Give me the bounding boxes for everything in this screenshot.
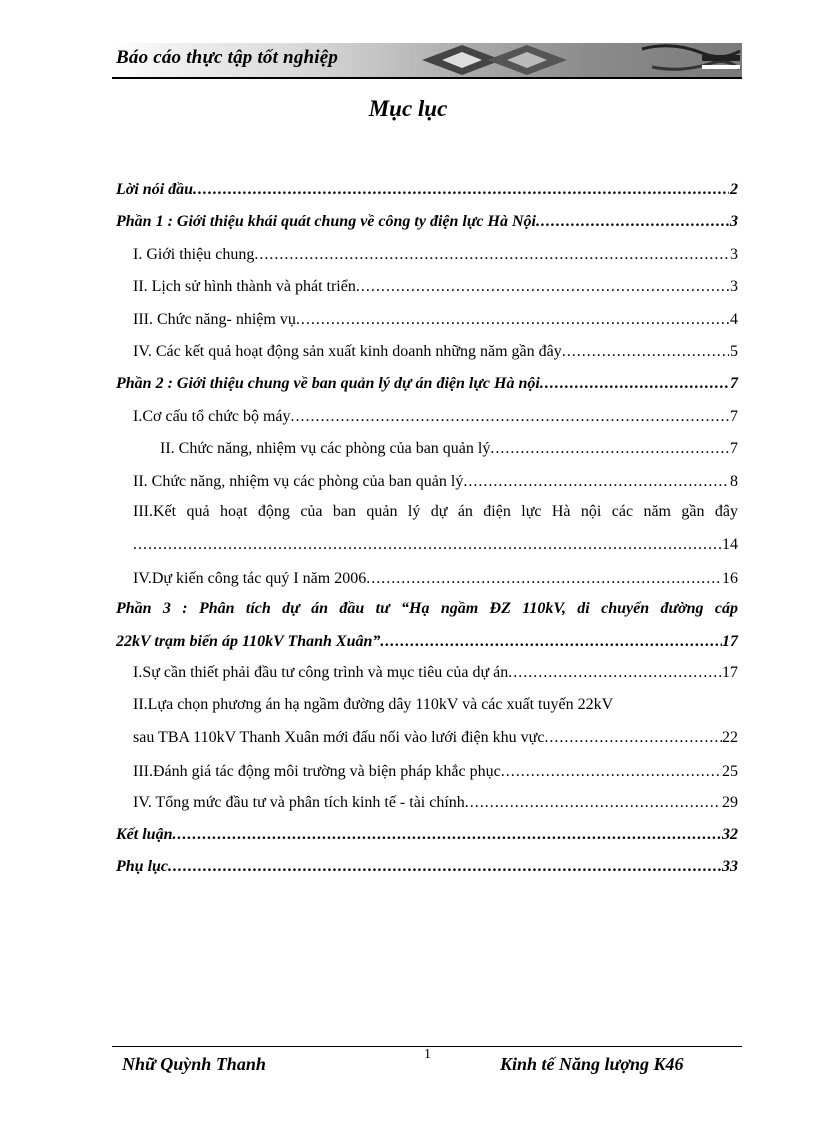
- header-title: Báo cáo thực tập tốt nghiệp: [116, 47, 339, 68]
- toc-leader: [133, 531, 722, 559]
- toc-entry-part-3[interactable]: [116, 595, 738, 656]
- toc-entry-3-2[interactable]: [133, 691, 738, 752]
- toc-page-number: 25: [722, 763, 738, 780]
- toc-entry-3-4[interactable]: [133, 789, 738, 817]
- toc-page-number: 8: [730, 473, 738, 490]
- toc-leader: [536, 208, 729, 236]
- toc-entry-label: I.Sự cần thiết phải đầu tư công trình và mục tiêu của dự án: [133, 664, 509, 681]
- toc-entry-label: IV.Dự kiến công tác quý I năm 2006: [133, 570, 367, 587]
- toc-page-number: 17: [722, 633, 738, 650]
- toc-leader: [463, 468, 729, 496]
- toc-leader: [291, 403, 729, 431]
- toc-entry-label: Kết luận: [116, 826, 173, 843]
- toc-entry-label: Lời nói đầu: [116, 181, 194, 198]
- toc-entry-label: II. Chức năng, nhiệm vụ các phòng của ban quản lý: [133, 473, 464, 490]
- toc-entry-1-1[interactable]: [133, 241, 738, 269]
- toc-page-number: 2: [730, 181, 738, 198]
- toc-entry-label: III.Đánh giá tác động môi trường và biện pháp khắc phục: [133, 763, 501, 780]
- toc-leader: [366, 565, 721, 593]
- toc-entry-label-cont: 22kV trạm biến áp 110kV Thanh Xuân”: [116, 633, 381, 650]
- toc-entry-label: III. Chức năng- nhiệm vụ: [133, 311, 296, 328]
- toc-entry-label: II. Lịch sử hình thành và phát triển: [133, 278, 356, 295]
- toc-leader: [508, 659, 721, 687]
- toc-leader: [540, 370, 729, 398]
- footer-department: Kinh tế Năng lượng K46: [500, 1054, 684, 1074]
- toc-entry-part-2[interactable]: [116, 370, 738, 398]
- toc-page-number: 7: [730, 440, 738, 457]
- toc-leader: [254, 241, 729, 269]
- toc-page-number: 3: [730, 246, 738, 263]
- toc-page-number: 7: [730, 408, 738, 425]
- toc-page-number: 5: [730, 343, 738, 360]
- toc-entry-2-1-sub[interactable]: [160, 435, 738, 463]
- toc-leader: [296, 306, 729, 334]
- toc-page-number: 32: [722, 826, 738, 843]
- toc-entry-appendix[interactable]: [116, 853, 738, 881]
- toc-page-number: 3: [730, 213, 738, 230]
- toc-entry-label: IV. Các kết quả hoạt động sản xuất kinh doanh những năm gần đây: [133, 343, 562, 360]
- toc-leader: [562, 338, 729, 366]
- toc-entry-label: IV. Tổng mức đầu tư và phân tích kinh tế - tài chính: [133, 794, 465, 811]
- toc-page-number: 14: [722, 536, 738, 553]
- toc-page-number: 16: [722, 570, 738, 587]
- toc-entry-label: Phụ lục: [116, 858, 169, 875]
- toc-leader: [501, 758, 721, 786]
- toc-page-number: 22: [722, 729, 738, 746]
- toc-entry-3-3[interactable]: [133, 758, 738, 786]
- toc-entry-label: II. Chức năng, nhiệm vụ các phòng của ban quản lý: [160, 440, 491, 457]
- toc-leader: [490, 435, 729, 463]
- footer-page-number: 1: [424, 1047, 431, 1062]
- toc-entry-2-3[interactable]: [133, 498, 738, 559]
- document-title: Mục lục: [368, 96, 448, 121]
- footer-author: Nhữ Quỳnh Thanh: [122, 1054, 266, 1074]
- toc-entry-preface[interactable]: [116, 176, 738, 204]
- toc-page-number: 33: [722, 858, 738, 875]
- toc-entry-label: II.Lựa chọn phương án hạ ngầm đường dây 110kV và các xuất tuyến 22kV: [133, 696, 614, 713]
- toc-entry-label: I.Cơ cấu tổ chức bộ máy: [133, 408, 291, 425]
- toc-entry-label: I. Giới thiệu chung: [133, 246, 255, 263]
- toc-entry-3-1[interactable]: [133, 659, 738, 687]
- toc-leader: [193, 176, 729, 204]
- toc-entry-1-2[interactable]: [133, 273, 738, 301]
- toc-entry-2-4[interactable]: [133, 565, 738, 593]
- header-banner: [112, 43, 742, 79]
- toc-page-number: 29: [722, 794, 738, 811]
- toc-page-number: 7: [730, 375, 738, 392]
- toc-entry-label: Phần 3 : Phân tích dự án đầu tư “Hạ ngầm ĐZ 110kV, di chuyển đường cáp: [116, 600, 738, 617]
- toc-entry-2-2[interactable]: [133, 468, 738, 496]
- toc-leader: [465, 789, 721, 817]
- toc-entry-1-3[interactable]: [133, 306, 738, 334]
- toc-entry-1-4[interactable]: [133, 338, 738, 366]
- toc-entry-part-1[interactable]: [116, 208, 738, 236]
- toc-entry-conclusion[interactable]: [116, 821, 738, 849]
- toc-leader: [172, 821, 721, 849]
- toc-entry-label-cont: sau TBA 110kV Thanh Xuân mới đấu nối vào lưới điện khu vực: [133, 729, 545, 746]
- toc-entry-label: Phần 2 : Giới thiệu chung về ban quản lý dự án điện lực Hà nội: [116, 375, 540, 392]
- toc-page-number: 4: [730, 311, 738, 328]
- toc-page-number: 17: [722, 664, 738, 681]
- toc-leader: [544, 724, 722, 752]
- toc-entry-label: III.Kết quả hoạt động của ban quản lý dự án điện lực Hà nội các năm gần đây: [133, 503, 738, 520]
- toc-page-number: 3: [730, 278, 738, 295]
- toc-entry-2-1[interactable]: [133, 403, 738, 431]
- header-decoration-icon: [402, 43, 742, 77]
- toc-leader: [380, 628, 722, 656]
- toc-leader: [356, 273, 729, 301]
- toc-entry-label: Phần 1 : Giới thiệu khái quát chung về công ty điện lực Hà Nội: [116, 213, 536, 230]
- toc-leader: [168, 853, 721, 881]
